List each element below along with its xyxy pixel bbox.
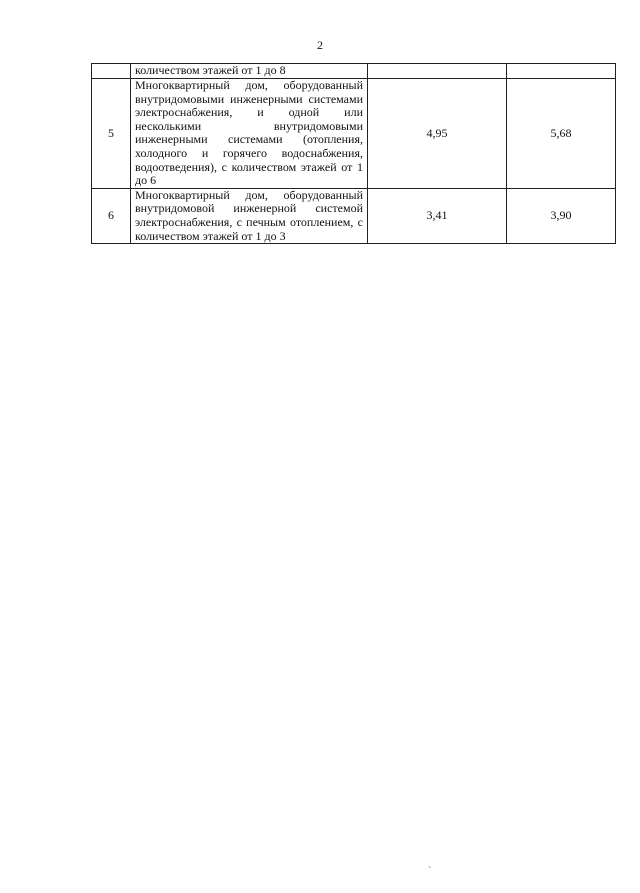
row-value-1-cell: 3,41: [368, 188, 507, 243]
table-row: [92, 79, 616, 189]
row-value-2-cell: 3,90: [507, 188, 616, 243]
table-row-continued: [92, 64, 616, 79]
row-description-cell: количеством этажей от 1 до 8: [131, 64, 368, 79]
row-description-cell: Многоквартирный дом, оборудованный внутридомовой инженерной системой электроснабжения, с печным отоплением, с количеством этажей от 1 до 3: [131, 188, 368, 243]
row-value-2-cell: [507, 64, 616, 79]
tariff-table: [91, 63, 616, 244]
row-number-cell: [92, 64, 131, 79]
row-value-2-cell: 5,68: [507, 79, 616, 189]
row-number-cell: 5: [92, 79, 131, 189]
row-number-cell: 6: [92, 188, 131, 243]
page-number: 2: [317, 38, 323, 52]
scan-artifact-mark: `: [428, 866, 432, 877]
row-value-1-cell: 4,95: [368, 79, 507, 189]
table-row: [92, 188, 616, 243]
row-description-cell: Многоквартирный дом, оборудованный внутридомовыми инженерными системами электроснабжения, и одной или несколькими внутридомовыми инженерными системами (отопления, холодного и горячего водоснабжения, водоотведения), с количеством этажей от 1 до 6: [131, 79, 368, 189]
row-value-1-cell: [368, 64, 507, 79]
